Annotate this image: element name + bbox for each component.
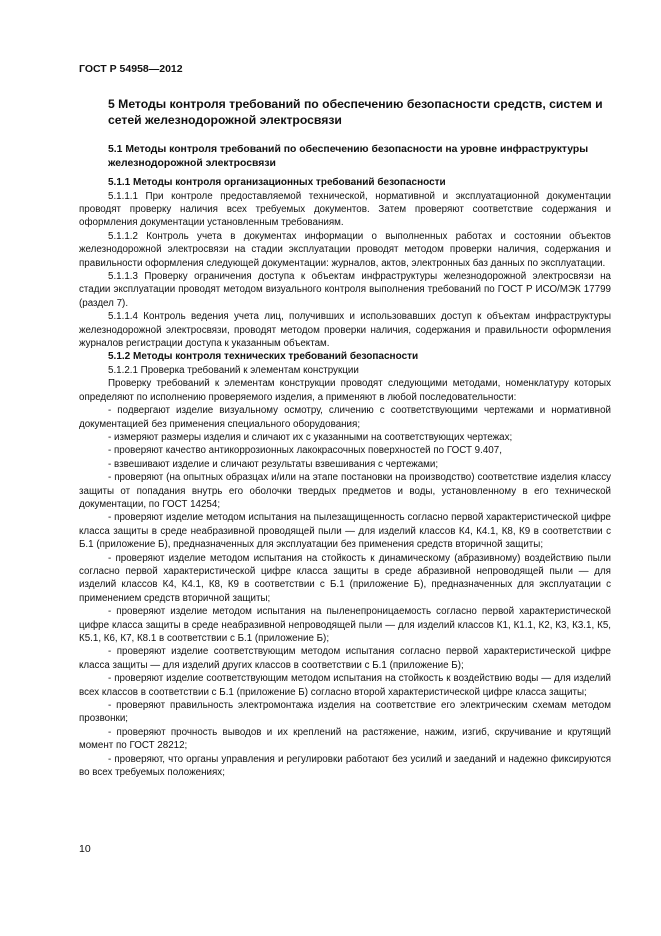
page-number: 10 (79, 843, 91, 855)
list-item: - подвергают изделие визуальному осмотру, сличению с соответствующими чертежами и нормативной документацией без применения специального оборудования; (79, 405, 611, 430)
clause-5-1-1-2: 5.1.1.2 Контроль учета в документах информации о выполненных работах и состоянии объектов железнодорожной электросвязи на стадии эксплуатации проводят методом проверки наличия, содержания и правильности оформления следующей документации: журналов, актов, электронных баз данных по эксплуатации. (79, 230, 611, 269)
clause-5-1-1-3: 5.1.1.3 Проверку ограничения доступа к объектам инфраструктуры железнодорожной электросвязи на стадии эксплуатации проводят методом визуального контроля выполнения требований по ГОСТ Р ИСО/МЭК 17799 (раздел 7). (79, 271, 611, 309)
intro-paragraph: Проверку требований к элементам конструкции проводят следующими методами, номенклатуру которых определяют по исполнению проверяемого изделия, а применяют в любой последовательности: (79, 378, 611, 403)
clause-heading-5-1-2: 5.1.2 Методы контроля технических требований безопасности (108, 351, 419, 363)
clause-heading-5-1-1: 5.1.1 Методы контроля организационных требований безопасности (108, 177, 446, 189)
subsection-title: 5.1 Методы контроля требований по обеспечению безопасности на уровне инфраструктуры железнодорожной электросвязи (108, 144, 589, 169)
clause-5-1-2-1: 5.1.2.1 Проверка требований к элементам конструкции (108, 364, 359, 376)
list-item: - взвешивают изделие и сличают результаты взвешивания с чертежами; (108, 458, 439, 470)
section-title: 5 Методы контроля требований по обеспечению безопасности средств, систем и сетей железнодорожной электросвязи (108, 97, 603, 127)
list-item: - проверяют (на опытных образцах и/или на этапе постановки на производство) соответствие изделия классу защиты от попадания внутрь его оболочки твердых предметов и воды, установленному в его технической документации, по ГОСТ 14254; (79, 472, 611, 510)
list-item: - проверяют изделие соответствующим методом испытания на стойкость к воздействию воды — для изделий всех классов в соответствии с Б.1 (приложение Б) согласно второй характеристической цифре класса защиты; (79, 673, 611, 698)
list-item: - проверяют изделие соответствующим методом испытания согласно первой характеристической цифре класса защиты — для изделий других классов в соответствии с Б.1 (приложение Б); (79, 646, 611, 671)
clause-5-1-1-4: 5.1.1.4 Контроль ведения учета лиц, получивших и использовавших доступ к объектам инфраструктуры железнодорожной электросвязи, проводят методом проверки наличия, содержания и правильности оформления журналов регистрации доступа к указанным объектам. (79, 311, 611, 350)
list-item: - проверяют изделие методом испытания на пыленепроницаемость согласно первой характеристической цифре класса защиты в среде неабразивной непроводящей пыли — для изделий классов К1, К1.1, К2, К3, К3.1, К5, К5.1, К6, К7, К8.1 в соответствии с Б.1 (приложение Б); (79, 606, 611, 644)
list-item: - измеряют размеры изделия и сличают их с указанными на соответствующих чертежах; (108, 431, 513, 443)
clause-5-1-1-1: 5.1.1.1 При контроле предоставляемой технической, нормативной и эксплуатационной документации проводят проверку наличия всех требуемых документов. Затем проверяют соответствие содержания и оформления документации установленным требованиям. (79, 190, 611, 229)
list-item: - проверяют изделие методом испытания на стойкость к динамическому (абразивному) воздействию пыли согласно первой характеристической цифре класса защиты в среде абразивной непроводящей пыли — для изделий классов К4, К4.1, К8, К9 в соответствии с Б.1 (приложение Б), предназначенных для эксплуатации с применением средств вторичной защиты; (79, 552, 611, 604)
list-item: - проверяют изделие методом испытания на пылезащищенность согласно первой характеристической цифре класса защиты в среде неабразивной проводящей пыли — для изделий классов К4, К4.1, К8, К9 в соответствии с Б.1 (приложение Б), предназначенных для эксплуатации без применения средств вторичной защиты; (79, 512, 611, 551)
list-item: - проверяют прочность выводов и их креплений на растяжение, нажим, изгиб, скручивание и крутящий момент по ГОСТ 28212; (79, 726, 611, 752)
list-item: - проверяют, что органы управления и регулировки работают без усилий и заеданий и надежно фиксируются во всех требуемых положениях; (79, 753, 611, 779)
list-item: - проверяют качество антикоррозионных лакокрасочных поверхностей по ГОСТ 9.407, (108, 445, 502, 457)
document-header: ГОСТ Р 54958—2012 (79, 63, 183, 75)
list-item: - проверяют правильность электромонтажа изделия на соответствие его электрическим схемам методом прозвонки; (79, 700, 611, 725)
document-body (79, 96, 611, 779)
method-list (79, 404, 611, 779)
